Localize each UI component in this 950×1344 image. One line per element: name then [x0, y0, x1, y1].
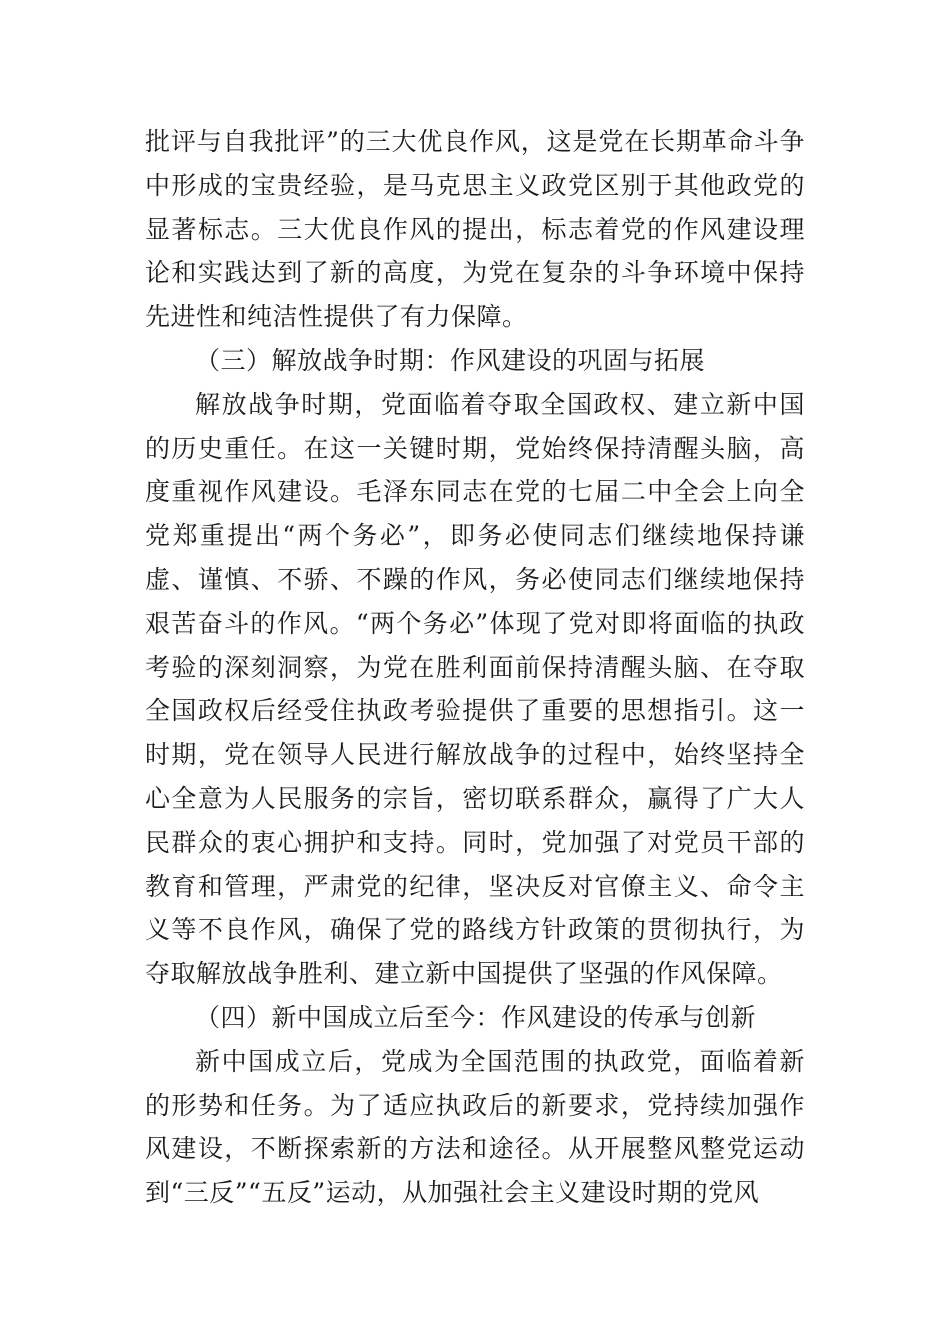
body-paragraph: 批评与自我批评”的三大优良作风，这是党在长期革命斗争中形成的宝贵经验，是马克思主义政党区别于其他政党的显著标志。三大优良作风的提出，标志着党的作风建设理论和实践达到了新的高度，为党在复杂的斗争环境中保持先进性和纯洁性提供了有力保障。: [145, 127, 805, 332]
body-paragraph: 解放战争时期，党面临着夺取全国政权、建立新中国的历史重任。在这一关键时期，党始终保持清醒头脑，高度重视作风建设。毛泽东同志在党的七届二中全会上向全党郑重提出“两个务必”，即务必使同志们继续地保持谦虚、谨慎、不骄、不躁的作风，务必使同志们继续地保持艰苦奋斗的作风。“两个务必”体现了党对即将面临的执政考验的深刻洞察，为党在胜利面前保持清醒头脑、在夺取全国政权后经受住执政考验提供了重要的思想指引。这一时期，党在领导人民进行解放战争的过程中，始终坚持全心全意为人民服务的宗旨，密切联系群众，赢得了广大人民群众的衷心拥护和支持。同时，党加强了对党员干部的教育和管理，严肃党的纪律，坚决反对官僚主义、命令主义等不良作风，确保了党的路线方针政策的贯彻执行，为夺取解放战争胜利、建立新中国提供了坚强的作风保障。: [145, 389, 805, 989]
body-paragraph: 新中国成立后，党成为全国范围的执政党，面临着新的形势和任务。为了适应执政后的新要求，党持续加强作风建设，不断探索新的方法和途径。从开展整风整党运动到“三反”“五反”运动，从加强社会主义建设时期的党风: [145, 1046, 805, 1208]
section-heading-4: （四）新中国成立后至今：作风建设的传承与创新: [195, 1002, 757, 1032]
section-heading-3: （三）解放战争时期：作风建设的巩固与拓展: [195, 345, 706, 375]
document-page: [145, 120, 805, 1215]
